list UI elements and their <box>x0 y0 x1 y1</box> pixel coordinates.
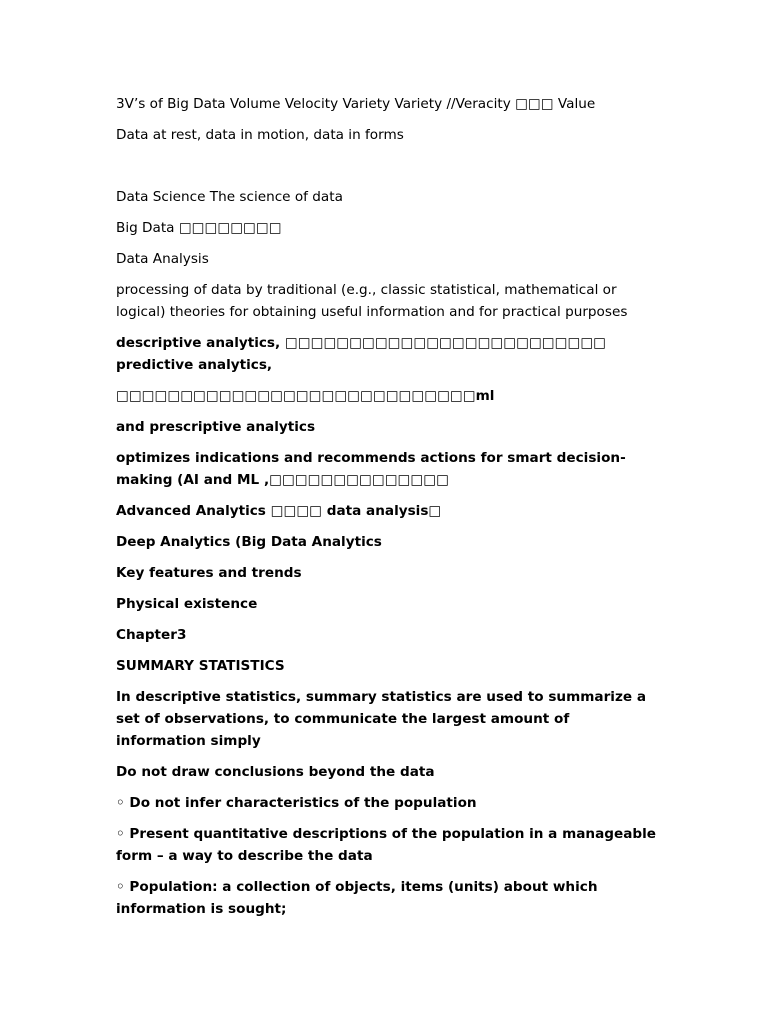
paragraph-descriptive-statistics: In descriptive statistics, summary statistics are used to summarize a set of observations, to communicate the largest amount of information simply <box>116 689 646 749</box>
paragraph-data-analysis: Data Analysis <box>116 251 209 267</box>
paragraph-no-conclusions: Do not draw conclusions beyond the data <box>116 764 435 780</box>
paragraph-data-science: Data Science The science of data <box>116 189 343 205</box>
heading-chapter3: Chapter3 <box>116 627 187 643</box>
paragraph-optimizes-indications: optimizes indications and recommends actions for smart decision-making (AI and ML ,□□□□□□□□□□□□□□ <box>116 450 626 488</box>
bullet-quantitative-descriptions: ◦ Present quantitative descriptions of the population in a manageable form – a way to describe the data <box>116 826 657 864</box>
paragraph-processing-definition: processing of data by traditional (e.g., classic statistical, mathematical or logical) theories for obtaining useful information and for practical purposes <box>116 282 628 320</box>
paragraph-3vs-big-data: 3V’s of Big Data Volume Velocity Variety Variety //Veracity □□□ Value <box>116 96 596 112</box>
paragraph-advanced-analytics: Advanced Analytics □□□□ data analysis□ <box>116 503 442 519</box>
paragraph-key-features: Key features and trends <box>116 565 302 581</box>
bullet-population-definition: ◦ Population: a collection of objects, items (units) about which information is sought; <box>116 879 598 917</box>
bullet-no-infer: ◦ Do not infer characteristics of the population <box>116 795 477 811</box>
paragraph-data-states: Data at rest, data in motion, data in forms <box>116 127 404 143</box>
paragraph-prescriptive-analytics: and prescriptive analytics <box>116 419 316 435</box>
paragraph-ml-line: □□□□□□□□□□□□□□□□□□□□□□□□□□□□ml <box>116 388 495 404</box>
paragraph-physical-existence: Physical existence <box>116 596 258 612</box>
paragraph-big-data: Big Data □□□□□□□□ <box>116 220 282 236</box>
paragraph-descriptive-analytics: descriptive analytics, □□□□□□□□□□□□□□□□□□□□□□□□□ predictive analytics, <box>116 335 607 373</box>
blank-line <box>116 155 661 177</box>
document-body <box>116 93 661 929</box>
heading-summary-statistics: SUMMARY STATISTICS <box>116 658 285 674</box>
paragraph-deep-analytics: Deep Analytics (Big Data Analytics <box>116 534 382 550</box>
